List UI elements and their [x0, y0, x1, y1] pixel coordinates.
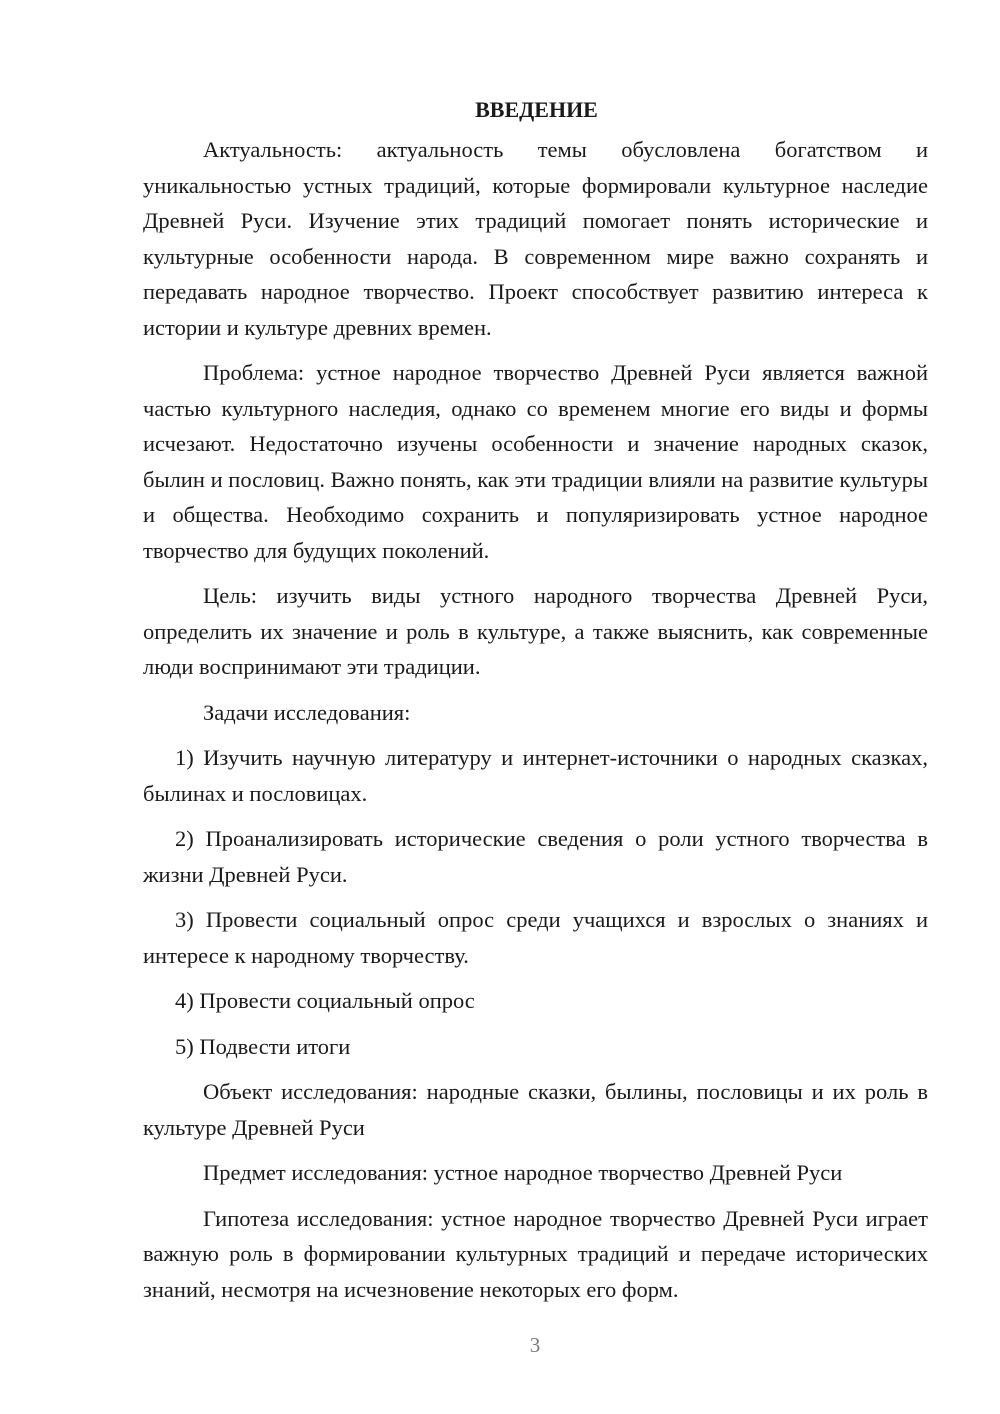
tasks-title: Задачи исследования:	[203, 699, 411, 725]
document-page	[143, 92, 928, 1307]
paragraph-object: Объект исследования: народные сказки, былины, пословицы и их роль в культуре Древней Руси	[143, 1079, 928, 1140]
task-item-3: 3) Провести социальный опрос среди учащихся и взрослых о знаниях и интересе к народному творчеству.	[143, 907, 928, 968]
task-item-1: 1) Изучить научную литературу и интернет-источники о народных сказках, былинах и пословицах.	[143, 745, 928, 806]
paragraph-hypothesis: Гипотеза исследования: устное народное творчество Древней Руси играет важную роль в формировании культурных традиций и передаче исторических знаний, несмотря на исчезновение некоторых его форм.	[143, 1205, 928, 1302]
task-item-4: 4) Провести социальный опрос	[175, 988, 475, 1013]
page-number: 3	[529, 1333, 541, 1357]
paragraph-problem: Проблема: устное народное творчество Древней Руси является важной частью культурного наследия, однако со временем многие его виды и формы исчезают. Недостаточно изучены особенности и значение народных сказок, былин и пословиц. Важно понять, как эти традиции влияли на развитие культуры и общества. Необходимо сохранить и популяризировать устное народное творчество для будущих поколений.	[143, 360, 928, 563]
paragraph-relevance: Актуальность: актуальность темы обусловлена богатством и уникальностью устных традиций, которые формировали культурное наследие Древней Руси. Изучение этих традиций помогает понять исторические и культурные особенности народа. В современном мире важно сохранять и передавать народное творчество. Проект способствует развитию интереса к истории и культуре древних времен.	[143, 137, 928, 340]
task-item-5: 5) Подвести итоги	[175, 1033, 351, 1059]
page-title: ВВЕДЕНИЕ	[475, 97, 598, 122]
task-item-2: 2) Проанализировать исторические сведения о роли устного творчества в жизни Древней Руси.	[143, 826, 928, 887]
paragraph-goal: Цель: изучить виды устного народного творчества Древней Руси, определить их значение и роль в культуре, а также выяснить, как современные люди воспринимают эти традиции.	[143, 583, 928, 679]
paragraph-subject: Предмет исследования: устное народное творчество Древней Руси	[203, 1160, 843, 1185]
